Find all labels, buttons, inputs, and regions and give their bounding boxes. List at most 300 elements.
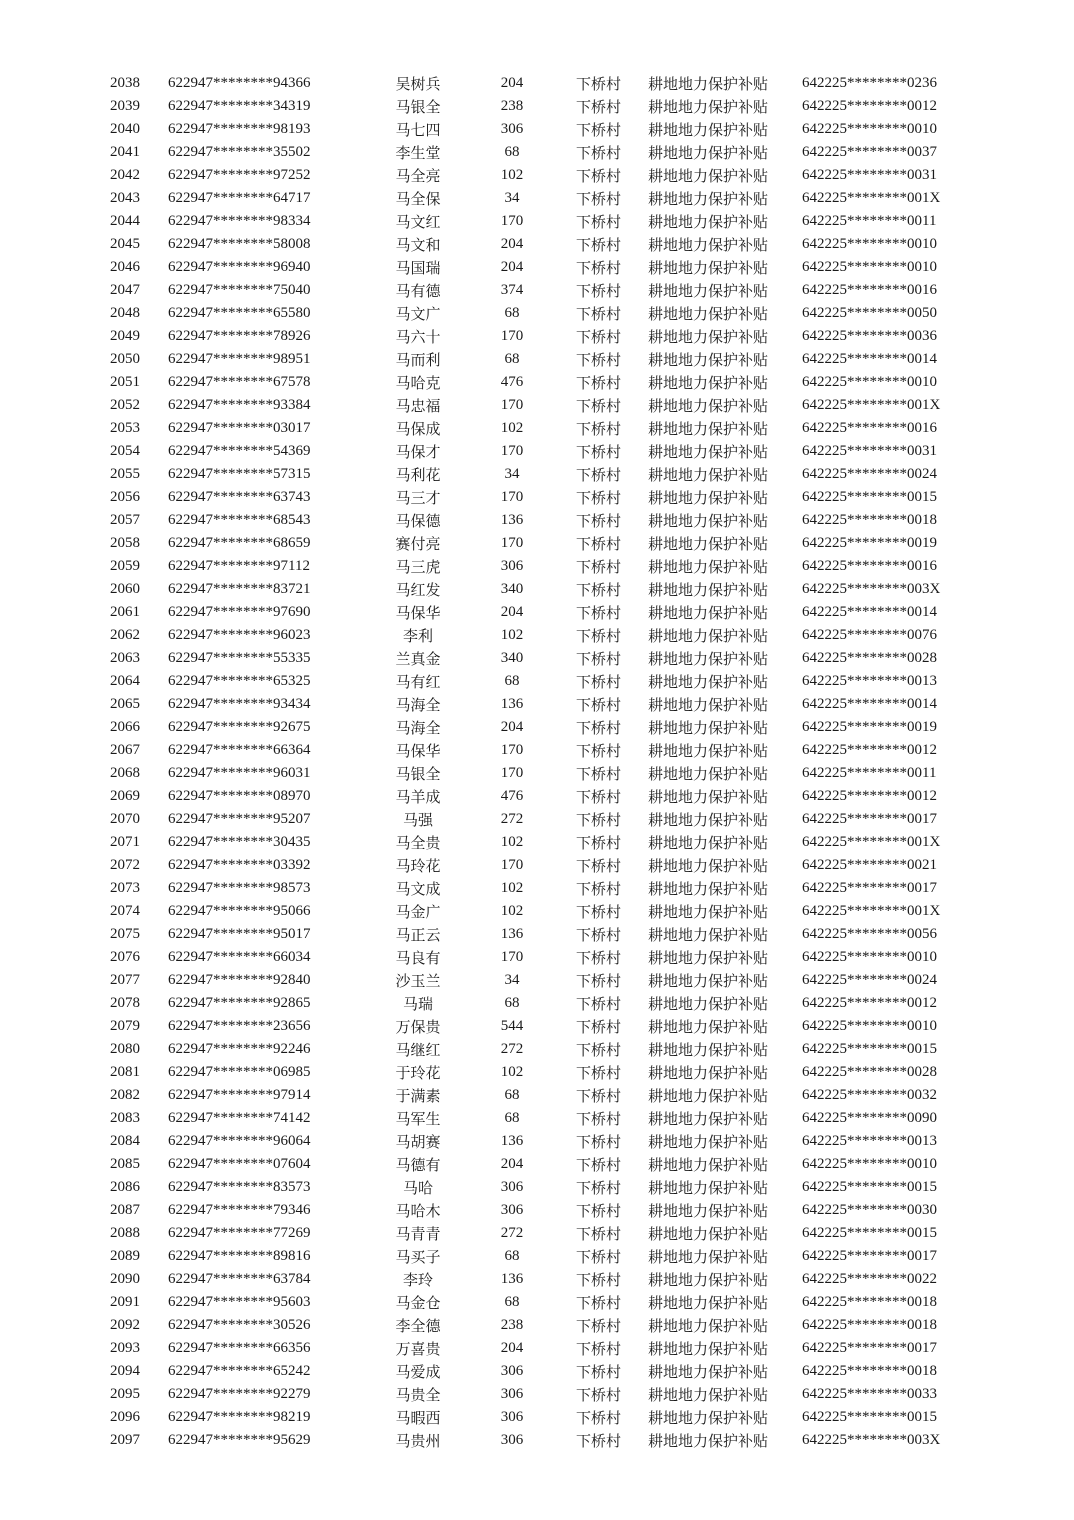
bank-card-number: 622947********97252 (168, 167, 311, 183)
id-number: 642225********0012 (802, 788, 937, 804)
table-row (0, 624, 1074, 647)
id-number: 642225********0018 (802, 1317, 937, 1333)
table-row (0, 1061, 1074, 1084)
row-number: 2038 (110, 75, 140, 91)
subsidy-amount: 272 (500, 1225, 524, 1241)
recipient-name: 马全亮 (395, 169, 441, 185)
recipient-name: 马文成 (395, 882, 441, 898)
subsidy-amount: 102 (500, 903, 524, 919)
village-name: 下桥村 (576, 813, 622, 829)
recipient-name: 马文广 (395, 307, 441, 323)
subsidy-amount: 204 (500, 604, 524, 620)
subsidy-amount: 306 (500, 558, 524, 574)
row-number: 2054 (110, 443, 140, 459)
subsidy-amount: 340 (500, 581, 524, 597)
row-number: 2046 (110, 259, 140, 275)
village-name: 下桥村 (576, 445, 622, 461)
village-name: 下桥村 (576, 261, 622, 277)
id-number: 642225********0016 (802, 558, 937, 574)
recipient-name: 李全德 (395, 1319, 441, 1335)
row-number: 2042 (110, 167, 140, 183)
id-number: 642225********0022 (802, 1271, 937, 1287)
village-name: 下桥村 (576, 1066, 622, 1082)
bank-card-number: 622947********66364 (168, 742, 311, 758)
bank-card-number: 622947********55335 (168, 650, 311, 666)
bank-card-number: 622947********30435 (168, 834, 311, 850)
subsidy-amount: 306 (500, 1409, 524, 1425)
row-number: 2073 (110, 880, 140, 896)
village-name: 下桥村 (576, 169, 622, 185)
subsidy-type: 耕地地力保护补贴 (648, 1411, 769, 1427)
subsidy-type: 耕地地力保护补贴 (648, 1227, 769, 1243)
village-name: 下桥村 (576, 376, 622, 392)
id-number: 642225********0010 (802, 1018, 937, 1034)
subsidy-type: 耕地地力保护补贴 (648, 744, 769, 760)
village-name: 下桥村 (576, 330, 622, 346)
row-number: 2083 (110, 1110, 140, 1126)
subsidy-type: 耕地地力保护补贴 (648, 1204, 769, 1220)
subsidy-amount: 68 (504, 1248, 520, 1264)
village-name: 下桥村 (576, 1043, 622, 1059)
subsidy-type: 耕地地力保护补贴 (648, 468, 769, 484)
recipient-name: 马哈 (402, 1181, 433, 1197)
table-row (0, 325, 1074, 348)
subsidy-type: 耕地地力保护补贴 (648, 813, 769, 829)
row-number: 2063 (110, 650, 140, 666)
subsidy-type: 耕地地力保护补贴 (648, 1296, 769, 1312)
subsidy-amount: 306 (500, 1432, 524, 1448)
bank-card-number: 622947********63743 (168, 489, 311, 505)
village-name: 下桥村 (576, 537, 622, 553)
village-name: 下桥村 (576, 77, 622, 93)
table-row (0, 256, 1074, 279)
village-name: 下桥村 (576, 767, 622, 783)
row-number: 2065 (110, 696, 140, 712)
subsidy-amount: 68 (504, 351, 520, 367)
subsidy-type: 耕地地力保护补贴 (648, 951, 769, 967)
recipient-name: 马贵州 (395, 1434, 441, 1450)
recipient-name: 马海全 (395, 698, 441, 714)
row-number: 2085 (110, 1156, 140, 1172)
bank-card-number: 622947********65580 (168, 305, 311, 321)
bank-card-number: 622947********30526 (168, 1317, 311, 1333)
row-number: 2095 (110, 1386, 140, 1402)
recipient-name: 马海全 (395, 721, 441, 737)
id-number: 642225********0236 (802, 75, 937, 91)
village-name: 下桥村 (576, 399, 622, 415)
village-name: 下桥村 (576, 905, 622, 921)
bank-card-number: 622947********08970 (168, 788, 311, 804)
bank-card-number: 622947********68659 (168, 535, 311, 551)
subsidy-amount: 170 (500, 328, 524, 344)
recipient-name: 马文红 (395, 215, 441, 231)
row-number: 2072 (110, 857, 140, 873)
id-number: 642225********0024 (802, 972, 937, 988)
subsidy-amount: 204 (500, 75, 524, 91)
bank-card-number: 622947********65242 (168, 1363, 311, 1379)
village-name: 下桥村 (576, 468, 622, 484)
recipient-name: 马保德 (395, 514, 441, 530)
recipient-name: 马羊成 (395, 790, 441, 806)
village-name: 下桥村 (576, 307, 622, 323)
subsidy-amount: 34 (504, 466, 520, 482)
table-row (0, 371, 1074, 394)
bank-card-number: 622947********97112 (168, 558, 310, 574)
recipient-name: 马保才 (395, 445, 441, 461)
row-number: 2056 (110, 489, 140, 505)
id-number: 642225********0019 (802, 535, 937, 551)
subsidy-type: 耕地地力保护补贴 (648, 238, 769, 254)
subsidy-type: 耕地地力保护补贴 (648, 790, 769, 806)
id-number: 642225********0012 (802, 995, 937, 1011)
village-name: 下桥村 (576, 514, 622, 530)
bank-card-number: 622947********98219 (168, 1409, 311, 1425)
id-number: 642225********0015 (802, 1225, 937, 1241)
row-number: 2097 (110, 1432, 140, 1448)
bank-card-number: 622947********07604 (168, 1156, 311, 1172)
village-name: 下桥村 (576, 744, 622, 760)
village-name: 下桥村 (576, 238, 622, 254)
subsidy-amount: 170 (500, 397, 524, 413)
subsidy-amount: 306 (500, 1363, 524, 1379)
id-number: 642225********0016 (802, 420, 937, 436)
village-name: 下桥村 (576, 629, 622, 645)
bank-card-number: 622947********96031 (168, 765, 311, 781)
row-number: 2086 (110, 1179, 140, 1195)
id-number: 642225********0017 (802, 811, 937, 827)
row-number: 2050 (110, 351, 140, 367)
recipient-name: 马银全 (395, 767, 441, 783)
recipient-name: 马保华 (395, 744, 441, 760)
village-name: 下桥村 (576, 1158, 622, 1174)
row-number: 2084 (110, 1133, 140, 1149)
row-number: 2043 (110, 190, 140, 206)
table-row (0, 1130, 1074, 1153)
bank-card-number: 622947********89816 (168, 1248, 311, 1264)
table-row (0, 900, 1074, 923)
table-row (0, 1291, 1074, 1314)
subsidy-amount: 170 (500, 443, 524, 459)
table-row (0, 831, 1074, 854)
bank-card-number: 622947********83573 (168, 1179, 311, 1195)
bank-card-number: 622947********96940 (168, 259, 311, 275)
village-name: 下桥村 (576, 675, 622, 691)
id-number: 642225********0021 (802, 857, 937, 873)
recipient-name: 马瑞 (402, 997, 433, 1013)
table-row (0, 1406, 1074, 1429)
table-row (0, 739, 1074, 762)
table-row (0, 1314, 1074, 1337)
row-number: 2062 (110, 627, 140, 643)
recipient-name: 赛付亮 (395, 537, 441, 553)
recipient-name: 李玲 (402, 1273, 433, 1289)
subsidy-type: 耕地地力保护补贴 (648, 1112, 769, 1128)
row-number: 2064 (110, 673, 140, 689)
recipient-name: 马哈木 (395, 1204, 441, 1220)
bank-card-number: 622947********94366 (168, 75, 311, 91)
subsidy-amount: 306 (500, 1179, 524, 1195)
village-name: 下桥村 (576, 1135, 622, 1151)
village-name: 下桥村 (576, 1388, 622, 1404)
subsidy-amount: 68 (504, 1110, 520, 1126)
subsidy-amount: 170 (500, 742, 524, 758)
village-name: 下桥村 (576, 1181, 622, 1197)
table-row (0, 417, 1074, 440)
table-row (0, 141, 1074, 164)
subsidy-amount: 102 (500, 1064, 524, 1080)
id-number: 642225********0017 (802, 880, 937, 896)
row-number: 2047 (110, 282, 140, 298)
recipient-name: 于满素 (395, 1089, 441, 1105)
id-number: 642225********001X (802, 397, 941, 413)
village-name: 下桥村 (576, 560, 622, 576)
row-number: 2048 (110, 305, 140, 321)
table-row (0, 279, 1074, 302)
subsidy-type: 耕地地力保护补贴 (648, 514, 769, 530)
bank-card-number: 622947********65325 (168, 673, 311, 689)
subsidy-amount: 102 (500, 627, 524, 643)
row-number: 2068 (110, 765, 140, 781)
subsidy-type: 耕地地力保护补贴 (648, 100, 769, 116)
id-number: 642225********0031 (802, 443, 937, 459)
subsidy-amount: 204 (500, 1340, 524, 1356)
id-number: 642225********0056 (802, 926, 937, 942)
bank-card-number: 622947********23656 (168, 1018, 311, 1034)
subsidy-amount: 136 (500, 696, 524, 712)
village-name: 下桥村 (576, 951, 622, 967)
subsidy-amount: 170 (500, 489, 524, 505)
recipient-name: 马买子 (395, 1250, 441, 1266)
subsidy-amount: 68 (504, 144, 520, 160)
row-number: 2044 (110, 213, 140, 229)
id-number: 642225********0011 (802, 765, 937, 781)
recipient-name: 马军生 (395, 1112, 441, 1128)
recipient-name: 李利 (402, 629, 433, 645)
table-row (0, 808, 1074, 831)
subsidy-type: 耕地地力保护补贴 (648, 997, 769, 1013)
row-number: 2052 (110, 397, 140, 413)
recipient-name: 兰真金 (395, 652, 441, 668)
bank-card-number: 622947********93384 (168, 397, 311, 413)
bank-card-number: 622947********95017 (168, 926, 311, 942)
subsidy-amount: 136 (500, 1133, 524, 1149)
table-row (0, 785, 1074, 808)
village-name: 下桥村 (576, 100, 622, 116)
subsidy-amount: 102 (500, 167, 524, 183)
row-number: 2079 (110, 1018, 140, 1034)
recipient-name: 马全保 (395, 192, 441, 208)
recipient-name: 马哈克 (395, 376, 441, 392)
row-number: 2041 (110, 144, 140, 160)
recipient-name: 马正云 (395, 928, 441, 944)
recipient-name: 马保成 (395, 422, 441, 438)
table-row (0, 854, 1074, 877)
id-number: 642225********0010 (802, 259, 937, 275)
recipient-name: 马文和 (395, 238, 441, 254)
recipient-name: 于玲花 (395, 1066, 441, 1082)
bank-card-number: 622947********67578 (168, 374, 311, 390)
recipient-name: 马利花 (395, 468, 441, 484)
id-number: 642225********001X (802, 190, 941, 206)
subsidy-type: 耕地地力保护补贴 (648, 1043, 769, 1059)
village-name: 下桥村 (576, 859, 622, 875)
bank-card-number: 622947********63784 (168, 1271, 311, 1287)
subsidy-type: 耕地地力保护补贴 (648, 491, 769, 507)
id-number: 642225********003X (802, 1432, 941, 1448)
id-number: 642225********0024 (802, 466, 937, 482)
table-row (0, 555, 1074, 578)
table-row (0, 762, 1074, 785)
id-number: 642225********0018 (802, 1363, 937, 1379)
recipient-name: 马七四 (395, 123, 441, 139)
table-row (0, 946, 1074, 969)
recipient-name: 马有德 (395, 284, 441, 300)
subsidy-type: 耕地地力保护补贴 (648, 399, 769, 415)
id-number: 642225********0030 (802, 1202, 937, 1218)
table-row (0, 670, 1074, 693)
row-number: 2080 (110, 1041, 140, 1057)
subsidy-type: 耕地地力保护补贴 (648, 1273, 769, 1289)
subsidy-amount: 204 (500, 236, 524, 252)
id-number: 642225********0014 (802, 696, 937, 712)
row-number: 2089 (110, 1248, 140, 1264)
recipient-name: 马三虎 (395, 560, 441, 576)
table-row (0, 463, 1074, 486)
recipient-name: 马良有 (395, 951, 441, 967)
subsidy-type: 耕地地力保护补贴 (648, 928, 769, 944)
recipient-name: 马玲花 (395, 859, 441, 875)
table-row (0, 72, 1074, 95)
subsidy-amount: 102 (500, 880, 524, 896)
subsidy-type: 耕地地力保护补贴 (648, 606, 769, 622)
village-name: 下桥村 (576, 928, 622, 944)
row-number: 2075 (110, 926, 140, 942)
recipient-name: 马银全 (395, 100, 441, 116)
bank-card-number: 622947********92279 (168, 1386, 311, 1402)
recipient-name: 马六十 (395, 330, 441, 346)
row-number: 2087 (110, 1202, 140, 1218)
bank-card-number: 622947********93434 (168, 696, 311, 712)
subsidy-type: 耕地地力保护补贴 (648, 859, 769, 875)
id-number: 642225********0033 (802, 1386, 937, 1402)
row-number: 2092 (110, 1317, 140, 1333)
row-number: 2069 (110, 788, 140, 804)
id-number: 642225********0018 (802, 1294, 937, 1310)
village-name: 下桥村 (576, 583, 622, 599)
bank-card-number: 622947********92675 (168, 719, 311, 735)
subsidy-type: 耕地地力保护补贴 (648, 652, 769, 668)
recipient-name: 马保华 (395, 606, 441, 622)
id-number: 642225********0028 (802, 1064, 937, 1080)
bank-card-number: 622947********03392 (168, 857, 311, 873)
table-row (0, 1038, 1074, 1061)
id-number: 642225********0012 (802, 98, 937, 114)
row-number: 2094 (110, 1363, 140, 1379)
id-number: 642225********0028 (802, 650, 937, 666)
id-number: 642225********0010 (802, 236, 937, 252)
table-row (0, 716, 1074, 739)
subsidy-amount: 238 (500, 1317, 524, 1333)
id-number: 642225********0031 (802, 167, 937, 183)
subsidy-type: 耕地地力保护补贴 (648, 767, 769, 783)
id-number: 642225********0015 (802, 489, 937, 505)
row-number: 2096 (110, 1409, 140, 1425)
table-row (0, 118, 1074, 141)
village-name: 下桥村 (576, 491, 622, 507)
table-row (0, 1268, 1074, 1291)
village-name: 下桥村 (576, 1020, 622, 1036)
village-name: 下桥村 (576, 1112, 622, 1128)
subsidy-type: 耕地地力保护补贴 (648, 629, 769, 645)
bank-card-number: 622947********98573 (168, 880, 311, 896)
id-number: 642225********0013 (802, 673, 937, 689)
table-row (0, 877, 1074, 900)
bank-card-number: 622947********95207 (168, 811, 311, 827)
table-row (0, 233, 1074, 256)
village-name: 下桥村 (576, 790, 622, 806)
subsidy-amount: 136 (500, 926, 524, 942)
village-name: 下桥村 (576, 1434, 622, 1450)
row-number: 2060 (110, 581, 140, 597)
subsidy-amount: 170 (500, 535, 524, 551)
subsidy-amount: 170 (500, 949, 524, 965)
subsidy-amount: 34 (504, 190, 520, 206)
id-number: 642225********0013 (802, 1133, 937, 1149)
subsidy-type: 耕地地力保护补贴 (648, 836, 769, 852)
id-number: 642225********0015 (802, 1041, 937, 1057)
village-name: 下桥村 (576, 284, 622, 300)
village-name: 下桥村 (576, 1342, 622, 1358)
bank-card-number: 622947********98334 (168, 213, 311, 229)
id-number: 642225********0016 (802, 282, 937, 298)
subsidy-type: 耕地地力保护补贴 (648, 215, 769, 231)
village-name: 下桥村 (576, 1365, 622, 1381)
id-number: 642225********0014 (802, 351, 937, 367)
subsidy-type: 耕地地力保护补贴 (648, 77, 769, 93)
bank-card-number: 622947********64717 (168, 190, 311, 206)
recipient-name: 马有红 (395, 675, 441, 691)
subsidy-amount: 340 (500, 650, 524, 666)
row-number: 2091 (110, 1294, 140, 1310)
village-name: 下桥村 (576, 997, 622, 1013)
table-row (0, 509, 1074, 532)
subsidy-amount: 136 (500, 512, 524, 528)
village-name: 下桥村 (576, 1296, 622, 1312)
subsidy-amount: 374 (500, 282, 524, 298)
recipient-name: 马贵全 (395, 1388, 441, 1404)
row-number: 2071 (110, 834, 140, 850)
row-number: 2049 (110, 328, 140, 344)
id-number: 642225********0032 (802, 1087, 937, 1103)
village-name: 下桥村 (576, 698, 622, 714)
recipient-name: 吴树兵 (395, 77, 441, 93)
bank-card-number: 622947********98951 (168, 351, 311, 367)
subsidy-type: 耕地地力保护补贴 (648, 698, 769, 714)
subsidy-type: 耕地地力保护补贴 (648, 445, 769, 461)
bank-card-number: 622947********96064 (168, 1133, 311, 1149)
row-number: 2074 (110, 903, 140, 919)
subsidy-type: 耕地地力保护补贴 (648, 123, 769, 139)
recipient-name: 万喜贵 (395, 1342, 441, 1358)
recipient-name: 马三才 (395, 491, 441, 507)
bank-card-number: 622947********66034 (168, 949, 311, 965)
bank-card-number: 622947********92865 (168, 995, 311, 1011)
subsidy-type: 耕地地力保护补贴 (648, 882, 769, 898)
id-number: 642225********0090 (802, 1110, 937, 1126)
village-name: 下桥村 (576, 353, 622, 369)
bank-card-number: 622947********95603 (168, 1294, 311, 1310)
subsidy-type: 耕地地力保护补贴 (648, 1158, 769, 1174)
